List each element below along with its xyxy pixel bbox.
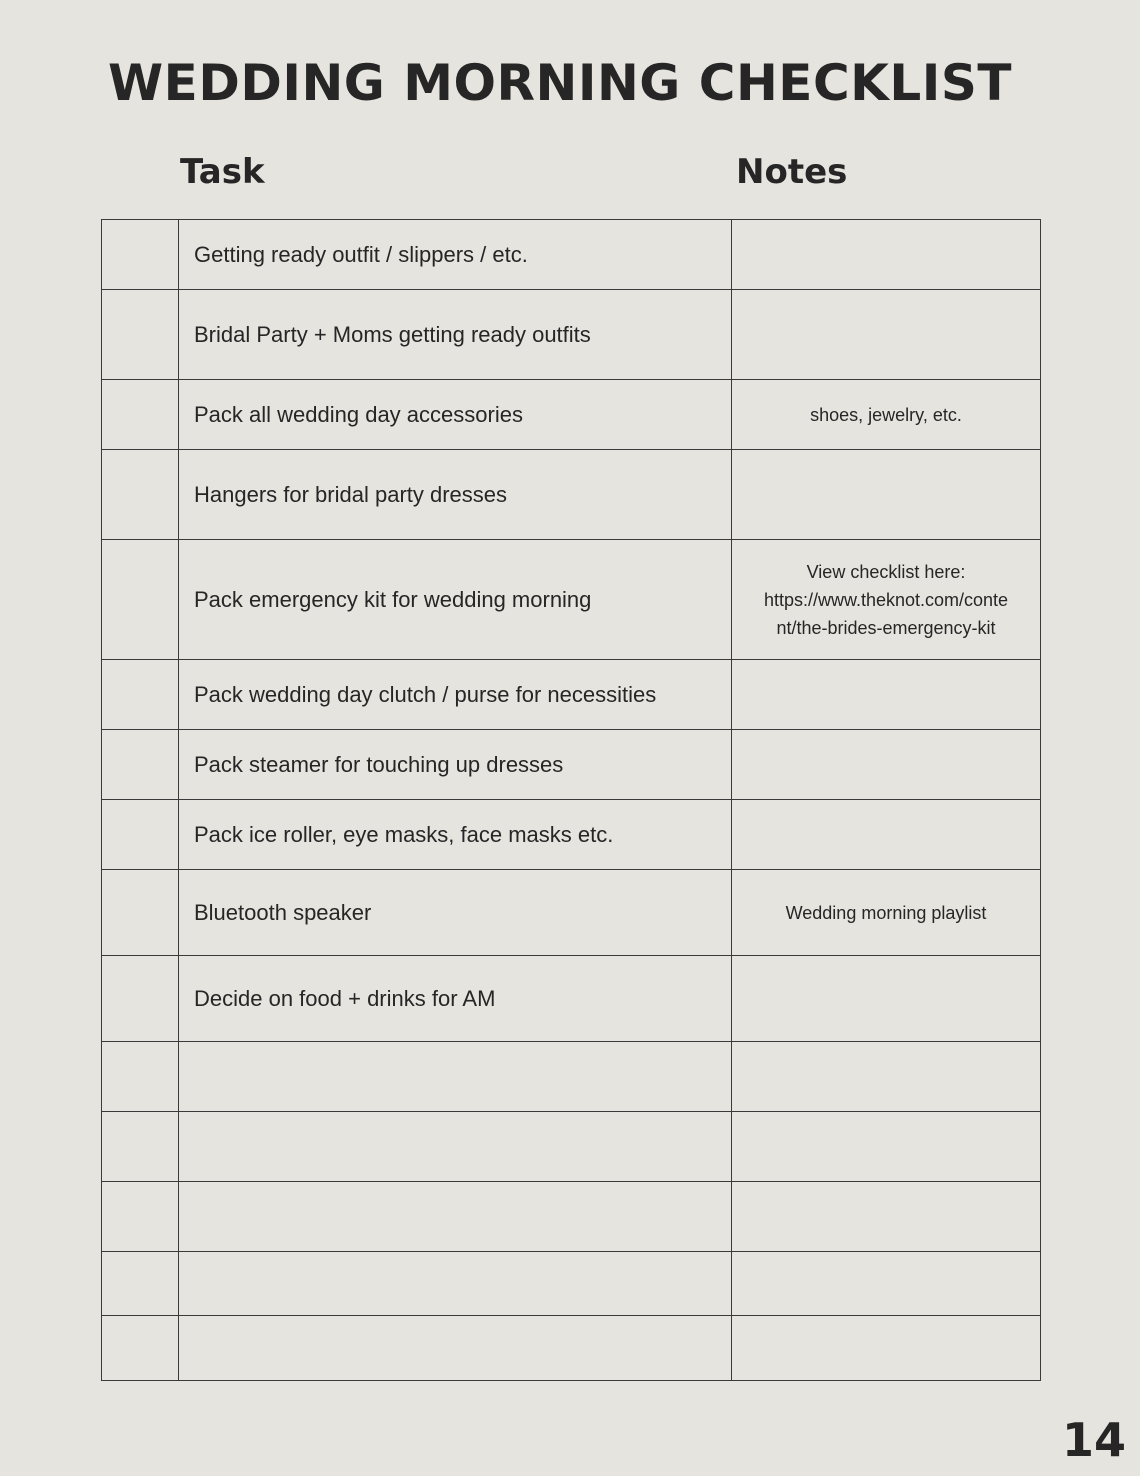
task-cell: Pack ice roller, eye masks, face masks etc. — [179, 800, 732, 870]
note-line: https://www.theknot.com/conte — [763, 589, 1009, 610]
table-row — [102, 540, 1041, 660]
checkbox-cell[interactable] — [102, 1042, 179, 1112]
task-cell — [179, 1316, 732, 1381]
task-cell — [179, 1182, 732, 1252]
checkbox-cell[interactable] — [102, 870, 179, 956]
task-cell: Decide on food + drinks for AM — [179, 956, 732, 1042]
note-line: Wedding morning playlist — [785, 902, 987, 923]
checkbox-cell[interactable] — [102, 1252, 179, 1316]
checkbox-cell[interactable] — [102, 1112, 179, 1182]
task-cell: Pack steamer for touching up dresses — [179, 730, 732, 800]
task-cell: Bridal Party + Moms getting ready outfits — [179, 290, 732, 380]
checkbox-cell[interactable] — [102, 730, 179, 800]
table-row — [102, 660, 1041, 730]
notes-cell — [732, 450, 1041, 540]
table-row — [102, 800, 1041, 870]
table-row — [102, 1042, 1041, 1112]
task-cell: Pack emergency kit for wedding morning — [179, 540, 732, 660]
checkbox-cell[interactable] — [102, 540, 179, 660]
table-row — [102, 450, 1041, 540]
table-row — [102, 1252, 1041, 1316]
note-line: shoes, jewelry, etc. — [810, 404, 962, 425]
note-line: View checklist here: — [806, 561, 966, 582]
notes-cell — [732, 870, 1041, 956]
notes-cell — [732, 1182, 1041, 1252]
table-row — [102, 730, 1041, 800]
checkbox-cell[interactable] — [102, 450, 179, 540]
task-cell — [179, 1112, 732, 1182]
task-cell — [179, 1252, 732, 1316]
table-row — [102, 956, 1041, 1042]
notes-cell — [732, 220, 1041, 290]
checkbox-cell[interactable] — [102, 800, 179, 870]
checklist-table — [101, 219, 1041, 1381]
notes-cell — [732, 540, 1041, 660]
checkbox-cell[interactable] — [102, 1316, 179, 1381]
table-row — [102, 1182, 1041, 1252]
checkbox-cell[interactable] — [102, 290, 179, 380]
notes-cell — [732, 730, 1041, 800]
table-row — [102, 220, 1041, 290]
task-column-header: Task — [180, 152, 265, 192]
notes-cell — [732, 1316, 1041, 1381]
note-line: nt/the-brides-emergency-kit — [776, 617, 996, 638]
checkbox-cell[interactable] — [102, 956, 179, 1042]
notes-cell — [732, 290, 1041, 380]
task-cell — [179, 1042, 732, 1112]
notes-cell — [732, 1112, 1041, 1182]
task-cell: Getting ready outfit / slippers / etc. — [179, 220, 732, 290]
table-row — [102, 380, 1041, 450]
checkbox-cell[interactable] — [102, 1182, 179, 1252]
table-row — [102, 1112, 1041, 1182]
notes-cell — [732, 1042, 1041, 1112]
table-row — [102, 290, 1041, 380]
notes-cell — [732, 1252, 1041, 1316]
task-cell: Bluetooth speaker — [179, 870, 732, 956]
notes-cell — [732, 956, 1041, 1042]
notes-cell — [732, 660, 1041, 730]
task-cell: Hangers for bridal party dresses — [179, 450, 732, 540]
page-title: WEDDING MORNING CHECKLIST — [108, 54, 1012, 112]
table-row — [102, 870, 1041, 956]
task-cell: Pack wedding day clutch / purse for necessities — [179, 660, 732, 730]
checkbox-cell[interactable] — [102, 220, 179, 290]
notes-cell — [732, 800, 1041, 870]
table-row — [102, 1316, 1041, 1381]
checkbox-cell[interactable] — [102, 380, 179, 450]
page-number: 14 — [1061, 1413, 1126, 1467]
checklist-body — [102, 220, 1041, 1381]
task-cell: Pack all wedding day accessories — [179, 380, 732, 450]
notes-column-header: Notes — [736, 152, 848, 192]
checkbox-cell[interactable] — [102, 660, 179, 730]
notes-cell — [732, 380, 1041, 450]
